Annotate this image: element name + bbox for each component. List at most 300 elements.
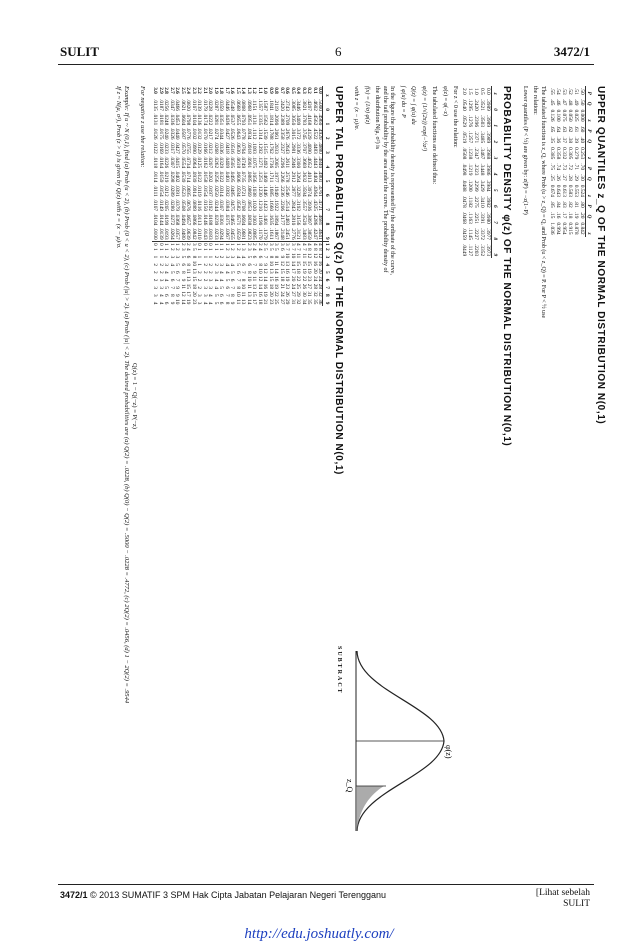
upper-tail-cell: 1 — [163, 242, 170, 246]
upper-tail-cell: 4 — [163, 278, 170, 282]
upper-tail-cell: .3156 — [295, 213, 302, 226]
upper-tail-row — [158, 86, 164, 306]
upper-tail-row — [301, 86, 307, 306]
upper-tail-cell: 3 — [158, 278, 164, 282]
upper-tail-cell: .2946 — [290, 156, 296, 169]
upper-tail-col-header: 5 — [323, 169, 329, 183]
upper-tail-cell: .0102 — [191, 127, 197, 140]
upper-tail-cell: 6 — [163, 301, 170, 305]
upper-tail-cell: .2981 — [290, 141, 296, 154]
upper-tail-cell: .2358 — [279, 127, 285, 140]
density-cell: .3982 — [485, 195, 492, 208]
upper-tail-cell: 5 — [163, 286, 170, 290]
upper-tail-cell: 31 — [290, 299, 296, 305]
upper-tail-cell: .1292 — [257, 141, 263, 154]
upper-tail-cell: .4013 — [306, 170, 313, 183]
upper-tail-cell: .1038 — [251, 184, 258, 197]
upper-tail-cell: 7 — [229, 286, 236, 290]
upper-tail-cell: .0480 — [180, 227, 186, 240]
upper-tail-col-header: 2 — [323, 126, 329, 140]
quantiles-cell: 0.878 — [573, 222, 579, 235]
upper-tail-row — [169, 86, 175, 306]
quantiles-row — [579, 86, 586, 237]
upper-tail-cell: .4880 — [317, 141, 324, 154]
quantiles-col-header: P — [586, 124, 593, 135]
density-col-header: 7 — [492, 210, 499, 226]
upper-tail-cell: 3 — [229, 255, 236, 259]
upper-tail-cell: 15 — [185, 283, 192, 290]
upper-tail-cell: .0162 — [202, 156, 208, 169]
quantiles-cell: 0.613 — [561, 184, 567, 197]
upper-tail-cell: .0440 — [174, 127, 181, 140]
upper-tail-cell: .0401 — [224, 170, 230, 183]
upper-tail-cell: .4721 — [317, 199, 324, 211]
upper-tail-cell: 5 — [180, 255, 186, 259]
upper-tail-row — [257, 86, 263, 306]
upper-tail-cell: 8 — [185, 263, 192, 266]
upper-tail-cell: .1230 — [257, 184, 263, 197]
quantiles-table — [549, 86, 592, 237]
upper-tail-cell: 19 — [185, 299, 192, 305]
upper-tail-cell: 8 — [268, 255, 274, 259]
upper-tail-cell: .1562 — [262, 113, 269, 126]
upper-tail-cell: 2 — [158, 271, 164, 274]
upper-tail-cell: 0.2 — [306, 87, 313, 94]
upper-tail-cell: 18 — [268, 283, 274, 290]
quantiles-cell: .61 — [573, 125, 579, 133]
upper-tail-cell: .0853 — [246, 199, 252, 211]
upper-tail-cell: .1685 — [268, 184, 274, 197]
upper-tail-cell: .3669 — [301, 156, 307, 169]
quantiles-cell: .50 — [579, 88, 585, 95]
density-cell: .3989 — [485, 98, 492, 111]
quantiles-cell: 0.994 — [555, 222, 561, 235]
upper-tail-cell: 1.6 — [229, 87, 236, 94]
quantiles-header-row — [586, 86, 593, 237]
upper-tail-cell: .0139 — [158, 227, 164, 240]
density-cell: 1.0 — [473, 88, 480, 95]
upper-tail-cell: .0344 — [218, 127, 225, 140]
density-cell: .1145 — [467, 228, 474, 241]
upper-tail-cell: 6 — [218, 301, 225, 305]
upper-tail-cell: 10 — [235, 291, 241, 297]
upper-tail-cell: 0.3 — [301, 87, 307, 94]
density-cell: .0508 — [461, 147, 468, 160]
upper-tail-cell: .2090 — [273, 113, 280, 126]
upper-tail-row — [290, 86, 296, 306]
upper-tail-cell: 3 — [207, 278, 214, 282]
density-neg-note: For z < 0 use the relation: — [452, 86, 459, 148]
upper-tail-cell: .0808 — [240, 99, 247, 111]
quantiles-cell: .49 — [573, 98, 579, 106]
upper-tail-cell: 12 — [257, 276, 263, 282]
density-cell: .2203 — [473, 244, 480, 257]
upper-tail-cell: 8 — [312, 248, 318, 251]
footer-code: 3472/1 — [60, 890, 88, 900]
upper-tail-cell: .3594 — [301, 184, 307, 197]
upper-tail-cell: .2061 — [273, 127, 280, 140]
upper-tail-row — [213, 86, 219, 306]
density-col-header: 6 — [492, 194, 499, 210]
upper-tail-cell: .3409 — [295, 113, 302, 126]
upper-tail-cell: .0222 — [207, 113, 214, 126]
upper-tail-cell: 11 — [180, 283, 186, 290]
upper-tail-cell: 26 — [284, 291, 291, 297]
upper-tail-cell: .0606 — [235, 170, 241, 183]
upper-tail-cell: .1075 — [251, 156, 258, 169]
upper-tail-cell: 4 — [240, 255, 247, 259]
upper-tail-cell: 1 — [207, 248, 214, 251]
density-cell: .3980 — [485, 211, 492, 224]
upper-tail-cell: 7 — [169, 286, 175, 290]
upper-tail-cell: .0143 — [202, 227, 208, 240]
upper-tail-cell: 0 — [207, 242, 214, 246]
quantiles-cell: .64 — [555, 125, 561, 133]
upper-tail-cell: .3192 — [295, 199, 302, 211]
density-cell: 0.5 — [479, 88, 486, 95]
quantiles-cell: .60 — [579, 125, 585, 133]
upper-tail-cell: 2.0 — [207, 87, 214, 94]
upper-tail-cell: 14 — [262, 276, 269, 282]
upper-tail-cell: 32 — [317, 291, 324, 297]
upper-tail-cell: .0351 — [218, 113, 225, 126]
upper-tail-cell: .0144 — [158, 213, 164, 226]
upper-tail-cell: .0357 — [174, 227, 181, 240]
upper-tail-cell: .3446 — [295, 99, 302, 111]
upper-tail-cell: 28 — [312, 283, 318, 290]
upper-tail-cell: 1 — [196, 263, 203, 266]
upper-tail-cell: 22 — [273, 291, 280, 297]
upper-tail-cell: .0714 — [185, 170, 192, 183]
upper-quantiles-panel — [316, 86, 606, 876]
upper-tail-cell: 2 — [207, 263, 214, 266]
upper-tail-cell: 2 — [180, 242, 186, 246]
upper-tail-cell: 1 — [174, 242, 181, 246]
upper-tail-cell: 35 — [312, 299, 318, 305]
upper-tail-cell: .0289 — [169, 184, 175, 197]
upper-tail-cell: 0.0 — [317, 87, 324, 94]
upper-tail-cell: 11 — [295, 253, 302, 259]
upper-tail-cell: .3300 — [295, 156, 302, 169]
upper-tail-cell: 1 — [152, 248, 159, 251]
upper-tail-cell: .0694 — [240, 213, 247, 226]
upper-tail-cell: 1 — [207, 255, 214, 259]
upper-tail-cell: .0164 — [158, 156, 164, 169]
upper-tail-cell: 2 — [229, 248, 236, 251]
quantiles-cell: 0.842 — [579, 222, 585, 235]
upper-tail-cell: 13 — [284, 260, 291, 266]
upper-tail-cell: 0.4 — [295, 87, 302, 94]
density-row — [474, 86, 480, 258]
footer-rule — [58, 884, 594, 885]
upper-tail-cell: 2.8 — [163, 87, 170, 94]
upper-tail-cell: 9 — [174, 286, 181, 290]
density-cell: .3989 — [485, 131, 492, 144]
upper-tail-cell: .0336 — [169, 113, 175, 126]
q-formula: Q(z) = ∫ φ(u) du — [410, 86, 417, 125]
density-cell: .1257 — [467, 131, 474, 144]
upper-tail-col-header: 4 — [323, 260, 329, 268]
quantiles-row — [561, 86, 567, 237]
upper-tail-cell: .0548 — [229, 99, 236, 111]
upper-tail-cell: 18 — [257, 299, 263, 305]
upper-tail-cell: .0571 — [235, 213, 241, 226]
upper-tail-cell: 4 — [213, 278, 219, 282]
upper-tail-cell: 8 — [317, 248, 324, 251]
upper-tail-cell: .0228 — [207, 99, 214, 111]
source-url[interactable] — [0, 926, 638, 943]
upper-tail-cell: .2236 — [279, 184, 285, 197]
quantiles-cell: .72 — [567, 163, 573, 171]
upper-tail-cell: .0990 — [191, 141, 197, 154]
upper-tail-cell: .1151 — [251, 99, 258, 111]
upper-tail-cell: 1.5 — [235, 87, 241, 94]
density-cell: .3448 — [479, 163, 486, 176]
upper-tail-cell: .0427 — [174, 141, 181, 154]
upper-tail-cell: 2 — [213, 255, 219, 259]
upper-tail-cell: .0111 — [152, 185, 159, 197]
upper-tail-cell: 9 — [279, 255, 285, 259]
upper-tail-cell: 1 — [235, 242, 241, 246]
upper-tail-cell: 7 — [284, 248, 291, 251]
upper-tail-cell: .2709 — [284, 113, 291, 126]
upper-tail-cell: .1314 — [257, 127, 263, 140]
quantiles-col-header: Q — [586, 172, 593, 183]
quantiles-cell: .80 — [579, 200, 585, 208]
upper-tail-cell: 14 — [257, 283, 263, 290]
upper-tail-cell: 6 — [251, 255, 258, 259]
upper-tail-cell: 2.3 — [191, 87, 197, 94]
quantiles-cell: .17 — [561, 211, 567, 219]
upper-tail-cell: 20 — [317, 268, 324, 274]
upper-tail-cell: .2776 — [290, 227, 296, 240]
upper-tail-cell: 23 — [191, 299, 197, 305]
quantiles-cell: .84 — [555, 200, 561, 208]
upper-tail-cell: 11 — [235, 299, 241, 305]
upper-tail-cell: 6 — [257, 255, 263, 259]
quantiles-cell: 0.050 — [567, 109, 573, 122]
upper-tail-cell: 2 — [163, 255, 170, 259]
density-cell: .1295 — [467, 98, 474, 111]
upper-tail-cell: .0307 — [169, 156, 175, 169]
upper-tail-cell: .0734 — [185, 156, 192, 169]
upper-tail-cell: .1401 — [262, 213, 269, 226]
upper-tail-cell: 8 — [229, 294, 236, 297]
upper-tail-cell: 15 — [279, 268, 285, 274]
upper-tail-cell: .1539 — [262, 127, 269, 140]
upper-tail-cell: .4364 — [312, 184, 318, 197]
upper-tail-cell: 3 — [224, 255, 230, 259]
header-rule — [58, 64, 594, 65]
upper-tail-cell: .4052 — [306, 156, 313, 169]
upper-tail-cell: 16 — [312, 260, 318, 266]
upper-tail-cell: 29 — [284, 299, 291, 305]
upper-tail-cell: 13 — [246, 291, 252, 297]
upper-tail-cell: 1.9 — [213, 87, 219, 94]
quantiles-cell: .75 — [549, 163, 555, 171]
upper-tail-cell: .0146 — [202, 213, 208, 226]
upper-tail-cell: 16 — [262, 283, 269, 290]
upper-tail-cell: 0 — [158, 242, 164, 246]
upper-tail-cell: 1.4 — [240, 87, 247, 94]
upper-tail-cell: 6 — [174, 271, 181, 274]
upper-tail-cell: 11 — [251, 276, 258, 282]
upper-tail-cell: .0135 — [152, 99, 159, 111]
upper-tail-cell: 2.5 — [180, 87, 186, 94]
quantiles-col-header: P — [586, 161, 593, 172]
upper-tail-cell: 2.1 — [202, 87, 208, 94]
upper-tail-cell: 3 — [163, 263, 170, 266]
quantiles-cell: .39 — [573, 136, 579, 144]
upper-tail-cell: .0139 — [196, 99, 203, 111]
upper-tail-cell: 3 — [218, 263, 225, 266]
upper-tail-cell: 3 — [152, 294, 159, 297]
upper-tail-cell: 4 — [218, 271, 225, 274]
density-col-header: 2 — [492, 129, 499, 145]
upper-tail-cell: 5 — [273, 248, 280, 251]
upper-tail-cell: 2.4 — [185, 87, 192, 94]
upper-tail-cell: 16 — [284, 268, 291, 274]
upper-tail-cell: .0298 — [169, 170, 175, 183]
upper-tail-col-header: 5 — [323, 267, 329, 275]
upper-tail-cell: 7 — [262, 255, 269, 259]
upper-tail-cell: 19 — [306, 268, 313, 274]
density-col-header: 1 — [492, 113, 499, 129]
quantiles-col-header: Q — [586, 97, 593, 108]
density-cell: .2227 — [473, 227, 480, 241]
upper-tail-col-header: 7 — [323, 283, 329, 291]
density-cell: .3410 — [479, 195, 486, 208]
upper-tail-cell: 6 — [279, 248, 285, 251]
upper-tail-cell: .3050 — [290, 113, 296, 126]
upper-tail-cell: .0217 — [207, 127, 214, 140]
source-url-text[interactable]: http://edu.joshuatly.com/ — [244, 926, 394, 942]
upper-tail-cell: 2 — [196, 271, 203, 274]
upper-tail-cell: 27 — [306, 283, 313, 290]
upper-tail-cell: 3 — [246, 248, 252, 251]
upper-tail-cell: .4840 — [317, 156, 324, 169]
negative-note: For negative z use the relation: — [139, 86, 146, 168]
upper-tail-cell: .0264 — [169, 227, 175, 240]
quantiles-cell: .85 — [549, 200, 555, 208]
upper-tail-cell: .2420 — [279, 99, 285, 111]
upper-tail-cell: 13 — [268, 268, 274, 274]
upper-tail-cell: .0901 — [246, 156, 252, 169]
upper-tail-cell: .0676 — [185, 199, 192, 211]
transform-text: If z ~ N(μ, σ²), Prob (z > a) is given by Q(z) with z = (x − μ)/σ. — [115, 86, 122, 249]
upper-tail-cell: .0985 — [251, 227, 258, 240]
upper-tail-col-header: 6 — [323, 184, 329, 198]
upper-tail-cell: .0402 — [174, 170, 181, 183]
upper-tail-cell: .0375 — [224, 213, 230, 226]
upper-tail-cell: 2 — [152, 278, 159, 282]
upper-tail-cell: .1587 — [262, 99, 269, 111]
upper-tail-cell: .0118 — [152, 156, 159, 169]
upper-tail-cell: 3 — [169, 255, 175, 259]
upper-tail-cell: 17 — [290, 268, 296, 274]
upper-tail-cell: .0708 — [240, 199, 247, 211]
upper-tail-cell: .0233 — [163, 141, 170, 154]
upper-tail-col-header: 8 — [323, 290, 329, 298]
upper-tail-cell: .1271 — [257, 156, 263, 169]
upper-tail-cell: .4129 — [306, 127, 313, 140]
upper-tail-cell: .0409 — [224, 156, 230, 169]
upper-tail-cell: .0934 — [246, 127, 252, 140]
upper-tail-cell: .0866 — [191, 213, 197, 226]
upper-tail-cell: 23 — [306, 276, 313, 282]
upper-tail-cell: .0968 — [246, 99, 252, 111]
upper-tail-notes — [114, 86, 146, 706]
upper-tail-cell: .3336 — [295, 141, 302, 154]
upper-tail-cell: .4090 — [306, 141, 313, 154]
upper-tail-col-header: 6 — [323, 275, 329, 283]
upper-tail-cell: .0212 — [207, 141, 214, 154]
upper-tail-cell: .0485 — [229, 184, 236, 197]
upper-tail-cell: .0166 — [202, 141, 208, 154]
upper-tail-cell: .0126 — [152, 127, 159, 140]
density-cell: .2323 — [473, 163, 480, 176]
quantiles-cell: 0.915 — [567, 222, 573, 235]
upper-tail-cell: 34 — [301, 299, 307, 305]
upper-tail-cell: .1922 — [273, 199, 280, 211]
upper-tail-cell: .0250 — [213, 184, 219, 197]
upper-tail-cell: 6 — [218, 294, 225, 297]
upper-tail-cell: .3483 — [301, 227, 307, 240]
upper-tail-cell: 6 — [185, 255, 192, 259]
upper-tail-cell: .2389 — [279, 113, 285, 126]
upper-tail-cell: 1.3 — [246, 87, 252, 94]
upper-tail-cell: .0104 — [152, 213, 159, 226]
upper-tail-cell: 0.6 — [284, 87, 291, 94]
upper-tail-cell: .0174 — [202, 113, 208, 126]
upper-tail-cell: .0594 — [235, 184, 241, 197]
upper-tail-cell: .1170 — [257, 227, 263, 240]
with-text: with z = (x − μ)/σ. — [353, 86, 360, 131]
upper-tail-cell: .0326 — [169, 127, 175, 140]
upper-tail-cell: .0122 — [152, 141, 159, 154]
upper-tail-cell: 8 — [246, 271, 252, 274]
upper-tail-cell: 4 — [158, 301, 164, 305]
upper-tail-cell: 7 — [174, 278, 181, 282]
upper-tail-cell: .0951 — [246, 113, 252, 126]
upper-tail-cell: 19 — [273, 283, 280, 290]
upper-tail-cell: .0537 — [229, 113, 236, 126]
upper-tail-cell: 20 — [191, 291, 197, 297]
upper-tail-cell: .0150 — [202, 199, 208, 211]
quantiles-note: The tabulated function is z_Q, where Prob (u > z_Q) = Q, and Prob (u < z_Q) = P. For P < ½ use the relation: — [532, 86, 546, 319]
upper-tail-cell: .2483 — [284, 213, 291, 226]
upper-tail-cell: .0453 — [174, 113, 181, 126]
upper-tail-row — [224, 86, 230, 306]
upper-tail-cell: .0523 — [180, 184, 186, 197]
subtract-label: SUBTRACT — [336, 646, 342, 695]
upper-tail-cell: 4 — [251, 248, 258, 251]
upper-tail-cell: .0379 — [174, 199, 181, 211]
upper-tail-cell: 10 — [174, 299, 181, 305]
upper-tail-cell: .0149 — [158, 199, 164, 211]
upper-tail-cell: .2546 — [284, 184, 291, 197]
upper-tail-cell: 23 — [268, 299, 274, 305]
upper-tail-cell: 4 — [207, 294, 214, 297]
quantiles-cell: .30 — [579, 174, 585, 181]
density-cell: .0459 — [461, 227, 468, 241]
upper-tail-cell: .0436 — [224, 113, 230, 126]
upper-tail-cell: 4 — [163, 271, 170, 274]
upper-tail-cell: 4 — [213, 286, 219, 290]
upper-tail-cell: 7 — [235, 278, 241, 282]
upper-tail-cell: 2 — [152, 271, 159, 274]
upper-tail-cell: 24 — [279, 291, 285, 297]
